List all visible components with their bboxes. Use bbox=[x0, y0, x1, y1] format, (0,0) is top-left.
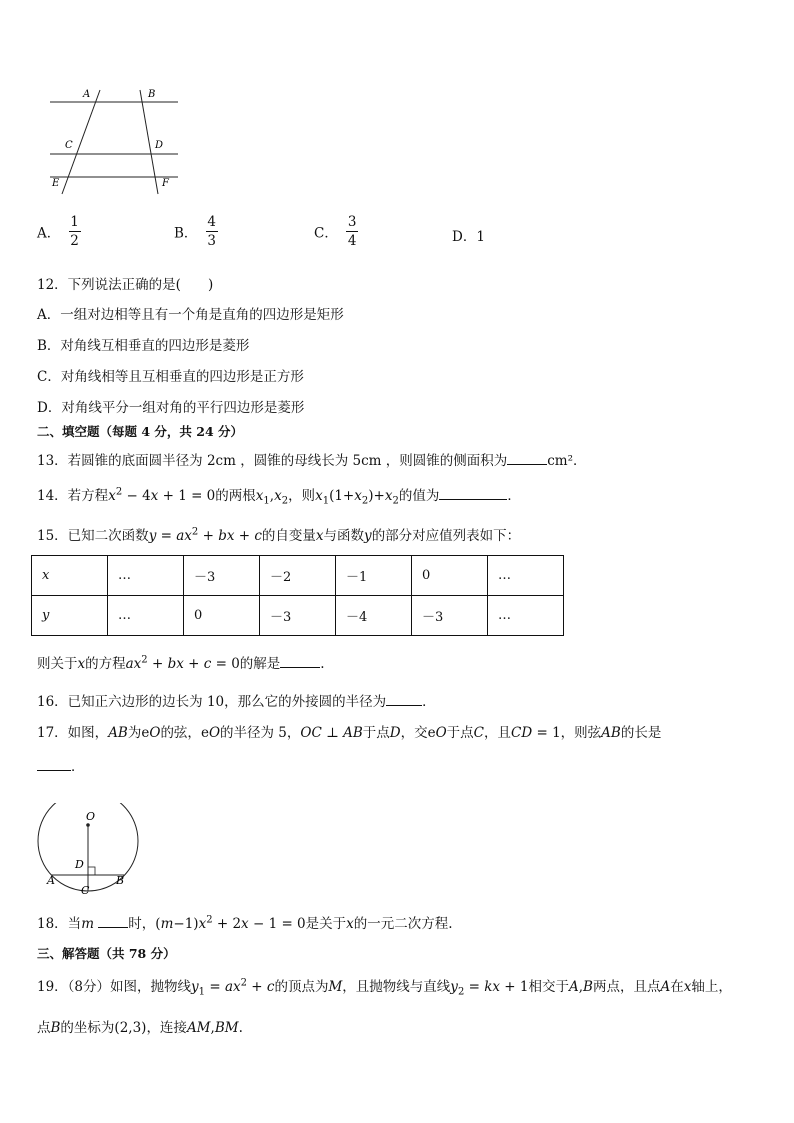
label-e: E bbox=[52, 178, 60, 189]
table-cell: … bbox=[488, 556, 564, 596]
label-a: A bbox=[83, 89, 91, 100]
table-cell: 0 bbox=[412, 556, 488, 596]
q13-answer-blank[interactable] bbox=[507, 452, 547, 465]
circle-chord-figure bbox=[35, 803, 145, 898]
q19-line2: 点B的坐标为(2,3)，连接AM,BM. bbox=[37, 1020, 243, 1036]
table-cell: … bbox=[108, 596, 184, 636]
q18-answer-blank[interactable] bbox=[98, 915, 128, 928]
label-b: B bbox=[116, 874, 125, 887]
table-cell: x bbox=[32, 556, 108, 596]
q17-answer-blank[interactable] bbox=[37, 758, 71, 771]
q14-answer-blank[interactable] bbox=[439, 487, 507, 500]
q11-option-d[interactable]: D．1 bbox=[452, 229, 485, 245]
q12-option-b[interactable]: B．对角线互相垂直的四边形是菱形 bbox=[37, 338, 250, 354]
q17-answer-line: ． bbox=[37, 755, 85, 775]
q11-option-a[interactable]: A． $\frac{1}{2}$ bbox=[37, 214, 79, 249]
q17-stem: 17．如图，AB为eO的弦，eO的半径为 5，OC ⊥ AB于点D，交eO于点C，且CD = 1，则弦AB的长是 bbox=[37, 725, 662, 741]
q15-answer-blank[interactable] bbox=[280, 655, 320, 668]
table-cell: －4 bbox=[336, 596, 412, 636]
table-cell: 0 bbox=[184, 596, 260, 636]
table-cell: －2 bbox=[260, 556, 336, 596]
q16-answer-blank[interactable] bbox=[386, 693, 422, 706]
value-table bbox=[31, 555, 564, 636]
label-f: F bbox=[162, 178, 169, 189]
q14: 14．若方程$x^2 - 4x + 1 = 0$的两根$x_1,x_2$，则$x_1(1+x_2)+x_2$的值为 ． bbox=[37, 486, 521, 507]
label-o: O bbox=[86, 810, 96, 823]
q12-option-d[interactable]: D．对角线平分一组对角的平行四边形是菱形 bbox=[37, 400, 305, 416]
section-2-heading: 二、填空题（每题 4 分，共 24 分） bbox=[37, 424, 244, 439]
table-cell: －3 bbox=[412, 596, 488, 636]
table-cell: －3 bbox=[184, 556, 260, 596]
label-c: C bbox=[81, 884, 90, 897]
parallel-lines-figure bbox=[40, 82, 190, 202]
q15-question: 则关于x的方程$ax^2$ + bx + c = 0的解是 . bbox=[37, 654, 325, 672]
q19-line1: 19．（8分）如图，抛物线$y_1 = ax^2 + c$的顶点为M，且抛物线与直线$y_2$ = kx + 1相交于A,B两点，且点A在x轴上， bbox=[37, 977, 732, 998]
label-a: A bbox=[47, 874, 55, 887]
q18: 18．当m 时，$(m-1)x^2 + 2x - 1 = 0$是关于x的一元二次方程. bbox=[37, 914, 453, 932]
label-d: D bbox=[155, 140, 164, 151]
right-angle-mark bbox=[88, 867, 95, 875]
table-row-x bbox=[32, 556, 564, 596]
table-row-y bbox=[32, 596, 564, 636]
table-cell: … bbox=[108, 556, 184, 596]
label-c: C bbox=[65, 140, 73, 151]
q12-stem: 12．下列说法正确的是( ) bbox=[37, 277, 214, 293]
label-b: B bbox=[148, 89, 156, 100]
q15-stem: 15．已知二次函数$y = ax^2$ + bx + c的自变量x与函数y的部分对应值列表如下： bbox=[37, 526, 521, 544]
label-d: D bbox=[75, 858, 84, 871]
q13: 13．若圆锥的底面圆半径为 2cm ，圆锥的母线长为 5cm ，则圆锥的侧面积为 cm²． bbox=[37, 453, 587, 469]
q16: 16．已知正六边形的边长为 10，那么它的外接圆的半径为 ． bbox=[37, 694, 436, 710]
q11-option-c[interactable]: C． $\frac{3}{4}$ bbox=[314, 214, 357, 249]
table-cell: y bbox=[32, 596, 108, 636]
center-dot bbox=[86, 823, 90, 827]
q11-option-b[interactable]: B． $\frac{4}{3}$ bbox=[174, 214, 217, 249]
table-cell: －1 bbox=[336, 556, 412, 596]
section-3-heading: 三、解答题（共 78 分） bbox=[37, 946, 176, 961]
q12-option-a[interactable]: A．一组对边相等且有一个角是直角的四边形是矩形 bbox=[37, 307, 344, 323]
q12-option-c[interactable]: C．对角线相等且互相垂直的四边形是正方形 bbox=[37, 369, 304, 385]
table-cell: … bbox=[488, 596, 564, 636]
table-cell: －3 bbox=[260, 596, 336, 636]
